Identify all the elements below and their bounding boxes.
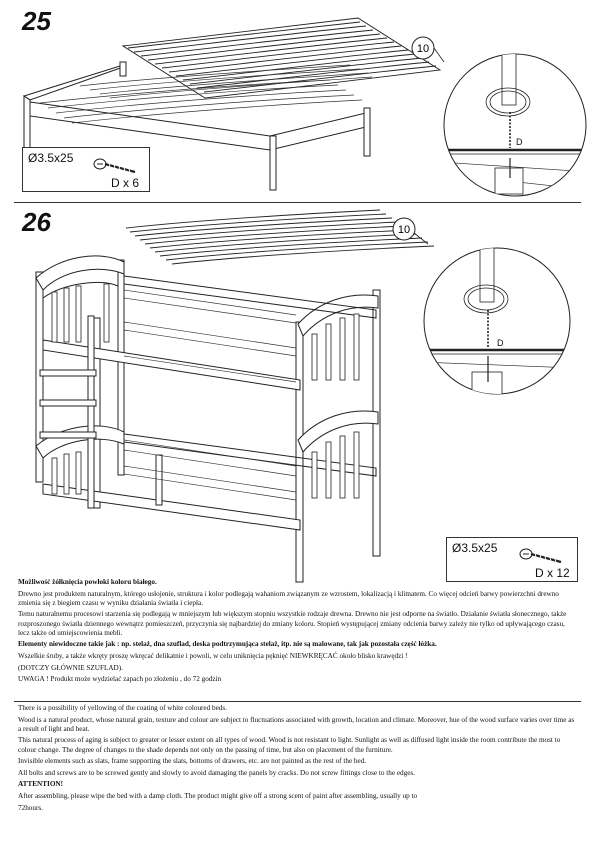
- pl-paragraph-4: Wszelkie śruby, a także wkręty proszę wkręcać delikatnie i powoli, w celu uniknięcia pęknięć NIEWKRĘCAĆ około blisko krawędzi !: [18, 651, 408, 660]
- step-number-26: 26: [22, 207, 51, 237]
- detail-label-26: D: [497, 338, 504, 348]
- detail-label-25: D: [516, 137, 523, 147]
- screw-quantity-25: D x 6: [111, 176, 140, 190]
- pl-paragraph-1: Drewno jest produktem naturalnym, którego usłojenie, struktura i kolor podlegają wahaniom związanym ze wzrostem, lokalizacją i klimatem. Co więcej odcień barwy powierzchni drewno zmienia się z biegiem czasu w wyniku działania światła i ciepła.: [18, 589, 559, 607]
- notes-english: [18, 704, 578, 815]
- notes-polish: [18, 578, 578, 687]
- screw-box-26: [446, 537, 578, 582]
- en-paragraph-3: This natural process of aging is subject to greater or lesser extent on all types of wood. Wood is not resistant to light. Sunlight as well as diffused light inside the room contribute the most to colour change. The degree of changes to the shade depends not only on the passing of time, but also on placement of the furniture.: [18, 736, 561, 754]
- screw-icon: [519, 546, 565, 566]
- en-attention: ATTENTION!: [18, 780, 63, 789]
- screw-icon: [93, 156, 139, 176]
- callout-number-26: 10: [397, 224, 411, 236]
- pl-paragraph-5: (DOTCZY GŁÓWNIE SZUFLAD).: [18, 663, 123, 672]
- callout-number-25: 10: [416, 43, 430, 55]
- screw-quantity-26: D x 12: [535, 566, 570, 580]
- screw-size-25: Ø3.5x25: [28, 151, 74, 165]
- detail-circle-25: [440, 50, 590, 200]
- pl-paragraph-2: Temu naturalnemu procesowi starzenia się podlegają w mniejszym lub większym stopniu wszystkie rodzaje drewna. Drewno nie jest odporne na światło. Działanie światła słonecznego, także rozproszonego światła dziennego wewnątrz pomieszczeń, przyczynia się najbardziej do zmiany koloru. Stopień występującej zmiany odcienia barwy zależy nie tylko od upływającego czasu, lecz także od umiejscowienia mebli.: [18, 610, 567, 637]
- screw-size-26: Ø3.5x25: [452, 541, 498, 555]
- en-paragraph-4: Invisible elements such as slats, frame supporting the slats, bottoms of drawers, etc. are not painted as the rest of the bed.: [18, 757, 367, 766]
- detail-circle-26: [420, 244, 575, 399]
- en-paragraph-2: Wood is a natural product, whose natural grain, texture and colour are subject to fluctuations associated with growth, location and climate. Moreover, hue of the wood surface varies over time as a result of light and heat.: [18, 715, 575, 733]
- en-paragraph-7: 72hours.: [18, 803, 43, 812]
- pl-paragraph-6: UWAGA ! Produkt może wydzielać zapach po złożeniu , do 72 godzin: [18, 675, 222, 684]
- screw-box-25: [22, 147, 150, 192]
- step-number-25: 25: [22, 6, 51, 36]
- pl-paragraph-3: Elementy niewidoczne takie jak : np. stelaż, dna szuflad, deska podtrzymująca stelaż, itp. nie są malowane, tak jak pozostała część łóżka.: [18, 640, 437, 649]
- language-divider: [14, 701, 581, 702]
- pl-title: Możliwość żółknięcia powłoki koloru białego.: [18, 578, 157, 586]
- en-paragraph-1: There is a possibility of yellowing of the coating of white coloured beds.: [18, 704, 227, 712]
- en-paragraph-6: After assembling, please wipe the bed with a damp cloth. The product might give off a strong scent of paint after assembling, usually up to: [18, 791, 418, 800]
- en-paragraph-5: All bolts and screws are to be screwed gently and slowly to avoid damaging the panels by cracks. Do not screw fittings close to the edges.: [18, 768, 416, 777]
